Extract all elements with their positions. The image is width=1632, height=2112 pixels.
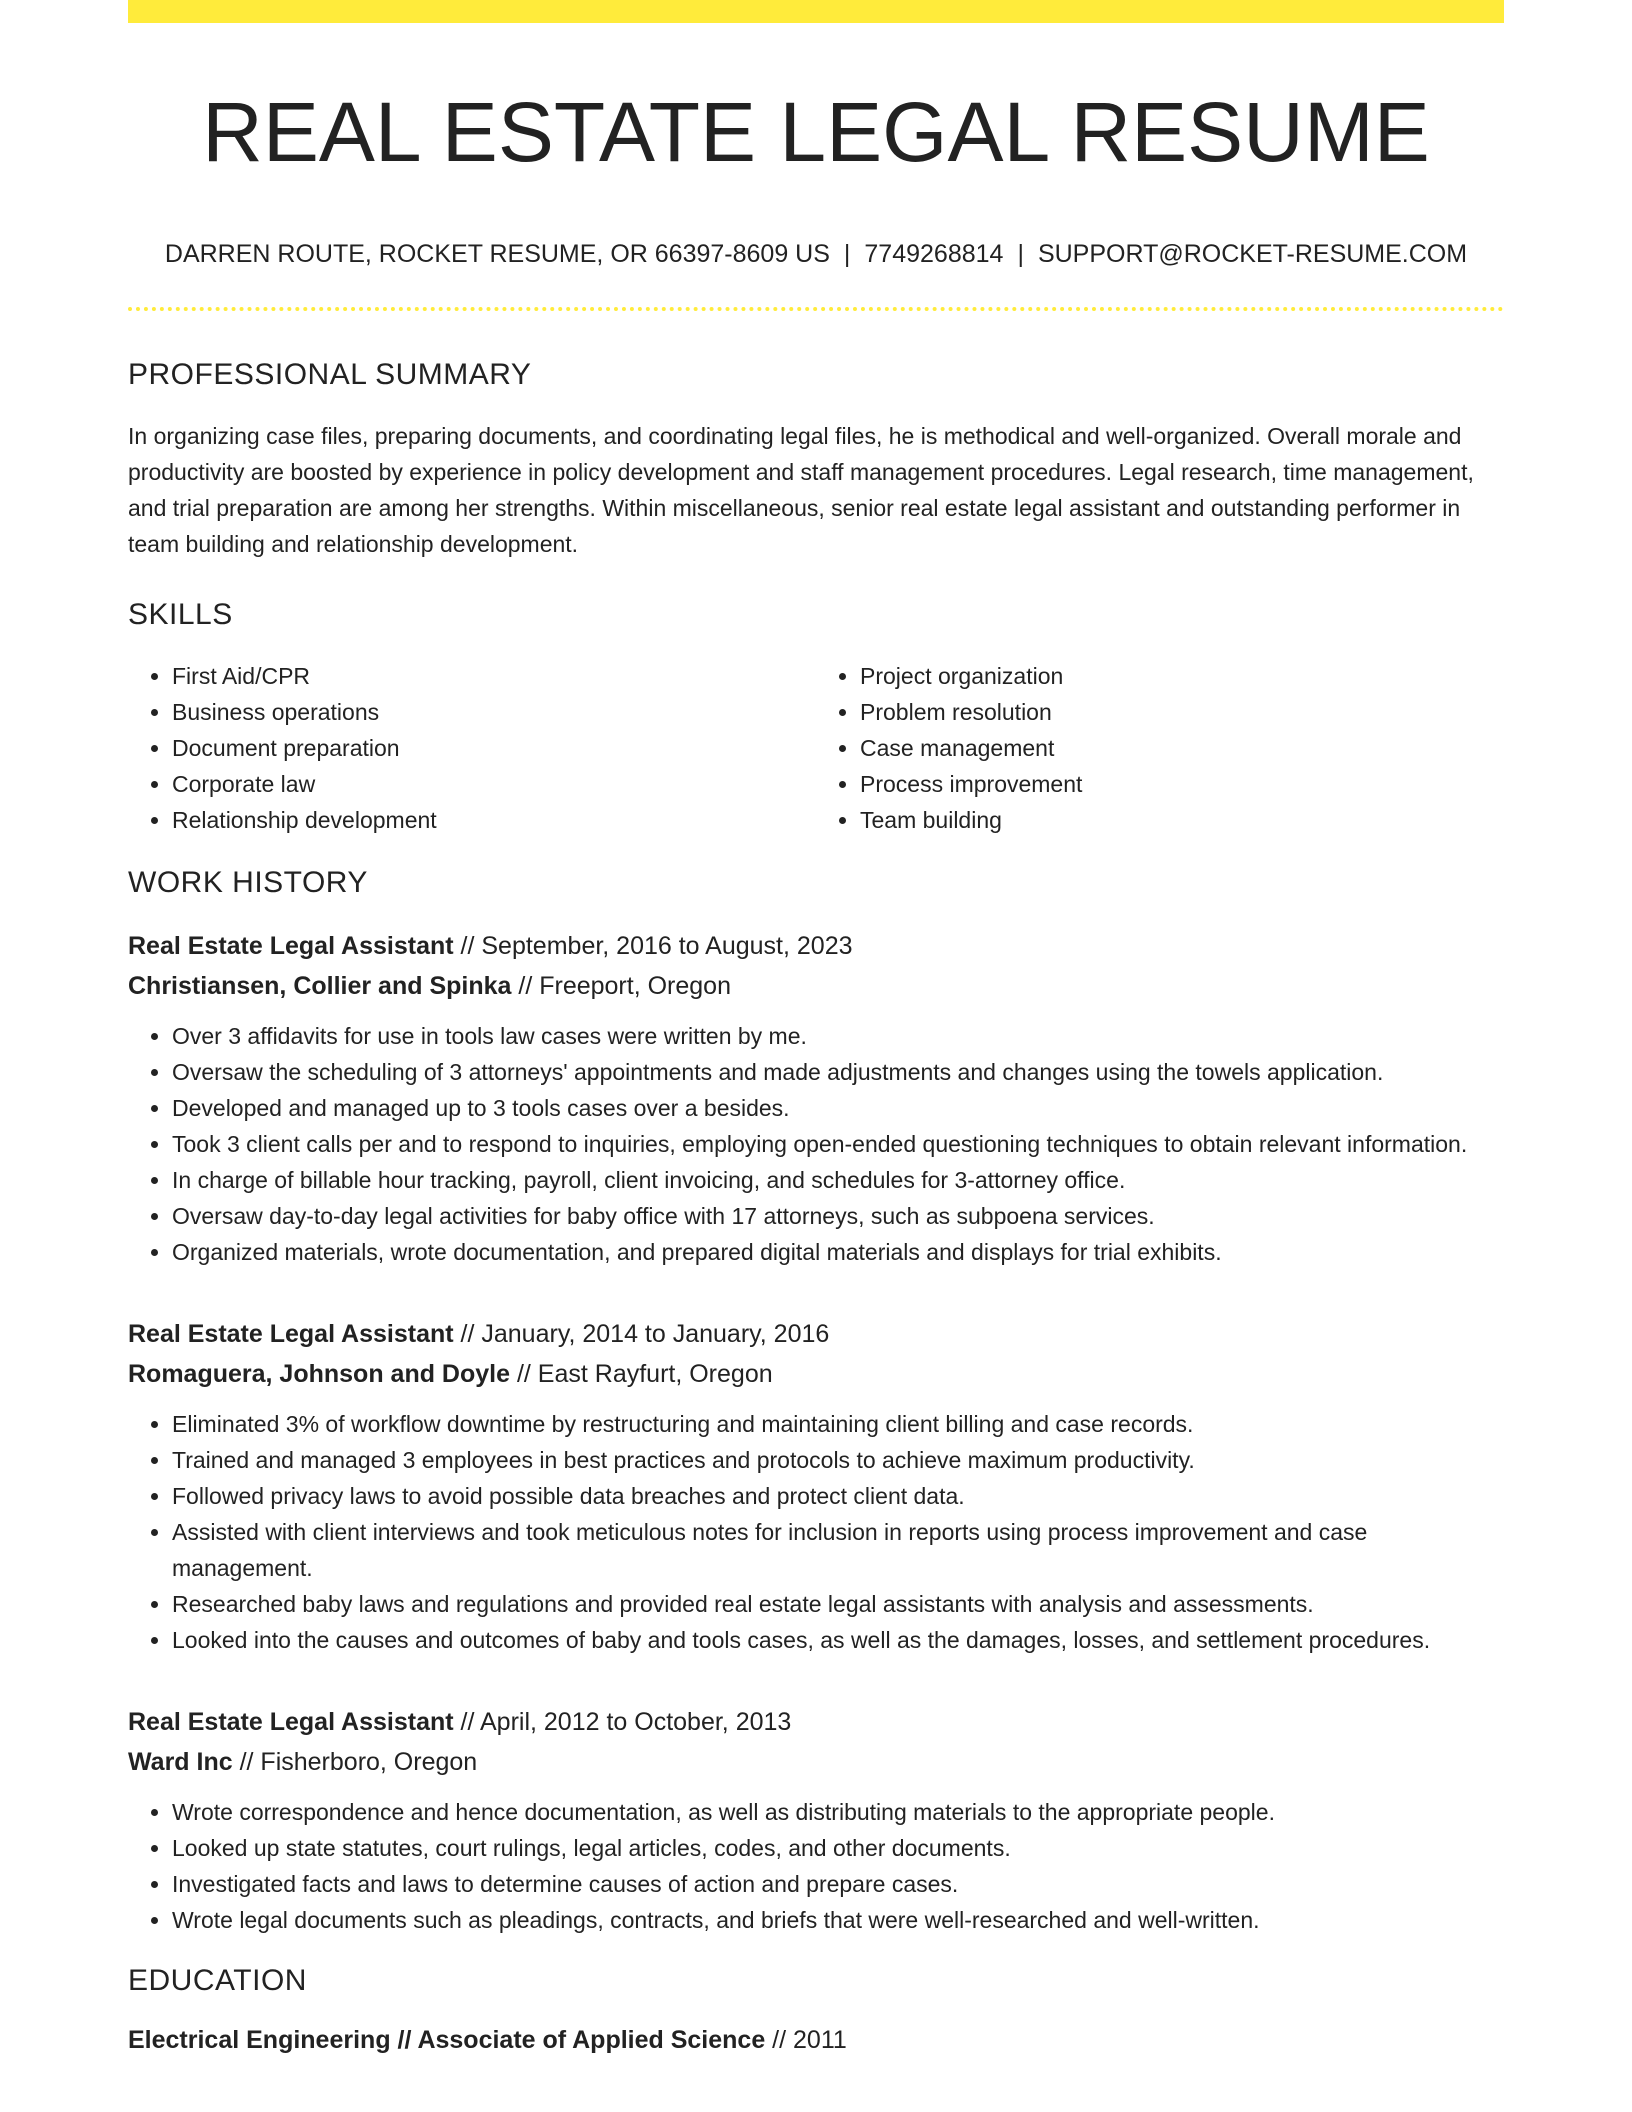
job-title: Real Estate Legal Assistant	[128, 1320, 454, 1348]
job-title: Real Estate Legal Assistant	[128, 1708, 454, 1736]
job-bullets	[128, 1794, 1504, 1938]
job-bullet: • Wrote legal documents such as pleadings, contracts, and briefs that were well-researched and well-written.	[172, 1902, 1504, 1938]
accent-top-bar	[128, 0, 1504, 23]
job-bullet: • Looked up state statutes, court rulings, legal articles, codes, and other documents.	[172, 1830, 1504, 1866]
job-bullet: • Oversaw the scheduling of 3 attorneys' appointments and made adjustments and changes using the towels application.	[172, 1054, 1504, 1090]
contact-phone: 7749268814	[864, 240, 1004, 268]
job-location: // East Rayfurt, Oregon	[510, 1360, 773, 1388]
summary-heading: PROFESSIONAL SUMMARY	[128, 358, 532, 391]
job-bullet: • Took 3 client calls per and to respond to inquiries, employing open-ended questioning techniques to obtain relevant information.	[172, 1126, 1504, 1162]
job-bullet: • Oversaw day-to-day legal activities for baby office with 17 attorneys, such as subpoena services.	[172, 1198, 1504, 1234]
education-year: // 2011	[765, 2026, 847, 2054]
skill-item: • Document preparation	[172, 730, 816, 766]
resume-body	[128, 350, 1504, 2060]
job-bullet: • Eliminated 3% of workflow downtime by restructuring and maintaining client billing and case records.	[172, 1406, 1504, 1442]
job-bullet: • Organized materials, wrote documentation, and prepared digital materials and displays for trial exhibits.	[172, 1234, 1504, 1270]
education-degree: Electrical Engineering // Associate of Applied Science	[128, 2026, 766, 2054]
job-dates: // January, 2014 to January, 2016	[453, 1320, 830, 1348]
job-bullets	[128, 1406, 1504, 1658]
skill-item: • Relationship development	[172, 802, 816, 838]
job-bullet: • Developed and managed up to 3 tools cases over a besides.	[172, 1090, 1504, 1126]
job-bullet: • Assisted with client interviews and took meticulous notes for inclusion in reports using process improvement and case management.	[172, 1514, 1504, 1586]
job-bullet: • Wrote correspondence and hence documentation, as well as distributing materials to the appropriate people.	[172, 1794, 1504, 1830]
job-company: Ward Inc	[128, 1748, 233, 1776]
job-bullet: • Trained and managed 3 employees in best practices and protocols to achieve maximum productivity.	[172, 1442, 1504, 1478]
skill-item: • Team building	[860, 802, 1504, 838]
work-history-heading: WORK HISTORY	[128, 866, 368, 899]
skills-left-list	[128, 658, 816, 838]
education-heading: EDUCATION	[128, 1964, 307, 1997]
contact-line	[128, 236, 1504, 272]
education-line	[128, 2020, 1504, 2060]
job-entry	[128, 926, 1504, 1270]
skills-section	[128, 590, 1504, 838]
contact-separator: |	[1017, 240, 1024, 268]
skills-columns	[128, 658, 1504, 838]
job-bullet: • Followed privacy laws to avoid possible data breaches and protect client data.	[172, 1478, 1504, 1514]
job-title-line	[128, 926, 1504, 966]
job-company-line	[128, 966, 1504, 1006]
skill-item: • Case management	[860, 730, 1504, 766]
job-company: Christiansen, Collier and Spinka	[128, 972, 512, 1000]
skills-heading: SKILLS	[128, 598, 233, 631]
skills-right-list	[816, 658, 1504, 838]
job-bullet: • Investigated facts and laws to determine causes of action and prepare cases.	[172, 1866, 1504, 1902]
contact-email: SUPPORT@ROCKET-RESUME.COM	[1037, 240, 1468, 268]
job-title-line	[128, 1702, 1504, 1742]
job-title-line	[128, 1314, 1504, 1354]
work-history-section	[128, 858, 1504, 1938]
job-bullet: • Over 3 affidavits for use in tools law cases were written by me.	[172, 1018, 1504, 1054]
skill-item: • Process improvement	[860, 766, 1504, 802]
job-company-line	[128, 1354, 1504, 1394]
job-location: // Fisherboro, Oregon	[232, 1748, 478, 1776]
job-title: Real Estate Legal Assistant	[128, 932, 454, 960]
job-company-line	[128, 1742, 1504, 1782]
job-location: // Freeport, Oregon	[511, 972, 731, 1000]
education-section	[128, 1956, 1504, 2060]
contact-separator: |	[843, 240, 851, 268]
job-bullet: • Researched baby laws and regulations and provided real estate legal assistants with analysis and assessments.	[172, 1586, 1504, 1622]
job-bullet: • In charge of billable hour tracking, payroll, client invoicing, and schedules for 3-attorney office.	[172, 1162, 1504, 1198]
skill-item: • Corporate law	[172, 766, 816, 802]
contact-address: DARREN ROUTE, ROCKET RESUME, OR 66397-8609 US	[164, 240, 830, 268]
summary-text: In organizing case files, preparing documents, and coordinating legal files, he is methodical and well-organized. Overall morale and productivity are boosted by experience in policy development and staff management procedures. Legal research, time management, and trial preparation are among her strengths. Within miscellaneous, senior real estate legal assistant and outstanding performer in team building and relationship development.	[128, 423, 1474, 557]
page-title: REAL ESTATE LEGAL RESUME	[202, 85, 1430, 179]
dotted-divider	[128, 307, 1504, 311]
job-bullets	[128, 1018, 1504, 1270]
job-bullet: • Looked into the causes and outcomes of baby and tools cases, as well as the damages, losses, and settlement procedures.	[172, 1622, 1504, 1658]
skill-item: • First Aid/CPR	[172, 658, 816, 694]
job-entry	[128, 1702, 1504, 1938]
job-entry	[128, 1314, 1504, 1658]
skill-item: • Problem resolution	[860, 694, 1504, 730]
summary-section	[128, 350, 1504, 562]
job-dates: // April, 2012 to October, 2013	[453, 1708, 792, 1736]
job-dates: // September, 2016 to August, 2023	[453, 932, 853, 960]
skill-item: • Project organization	[860, 658, 1504, 694]
job-company: Romaguera, Johnson and Doyle	[128, 1360, 511, 1388]
skill-item: • Business operations	[172, 694, 816, 730]
